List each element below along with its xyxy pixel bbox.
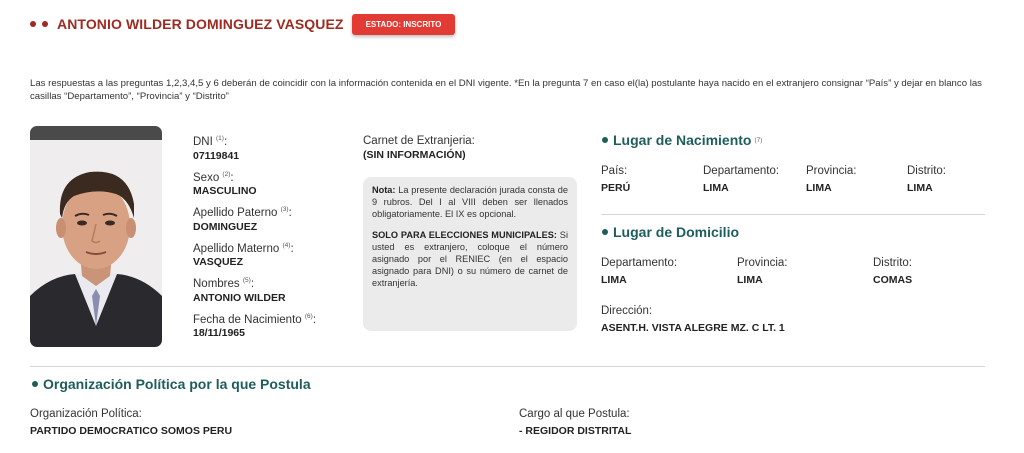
nacimiento-pais xyxy=(601,165,701,194)
nacimiento-distrito xyxy=(907,165,997,194)
domicilio-title: Lugar de Domicilio xyxy=(613,224,740,240)
field-apellido-paterno: Apellido Paterno $^{(3)}$: DOMINGUEZ xyxy=(193,206,343,242)
org-value: PARTIDO DEMOCRATICO SOMOS PERU xyxy=(30,425,233,437)
provincia-label: Provincia: xyxy=(806,165,857,177)
pais-label: País: xyxy=(601,165,628,177)
departamento-label: Departamento: xyxy=(703,165,780,177)
instructions-text: Las respuestas a las preguntas 1,2,3,4,5 y 6 deberán de coincidir con la información contenida en el DNI vigente. *En la pregunta 7 en caso el(la) postulante haya nacido en el extranjero consignar “País” y dejar en blanco las casillas “Departamento”, “Provincia” y “Distrito” xyxy=(30,78,982,102)
nombres-value: ANTONIO WILDER xyxy=(193,291,286,304)
domicilio-distrito-value: COMAS xyxy=(873,274,913,286)
bullet-icon xyxy=(602,137,608,143)
domicilio-provincia-value: LIMA xyxy=(737,274,763,286)
domicilio-direccion xyxy=(601,305,981,334)
divider xyxy=(601,214,985,215)
nacimiento-title: Lugar de Nacimiento xyxy=(613,132,752,148)
distrito-value: LIMA xyxy=(907,182,933,194)
nacimiento-provincia xyxy=(806,165,906,194)
domicilio-provincia xyxy=(737,257,867,286)
domicilio-departamento-label: Departamento: xyxy=(601,257,678,269)
domicilio-provincia-label: Provincia: xyxy=(737,257,788,269)
note-municipal-title: SOLO PARA ELECCIONES MUNICIPALES: xyxy=(372,230,557,241)
carnet-info xyxy=(363,135,578,161)
candidate-name: ANTONIO WILDER DOMINGUEZ VASQUEZ xyxy=(57,16,344,32)
fecha-nacimiento-value: 18/11/1965 xyxy=(193,327,245,340)
organizacion-title: Organización Política por la que Postula xyxy=(43,376,311,392)
fecha-nacimiento-label: Fecha de Nacimiento xyxy=(193,313,302,326)
dni-value: 07119841 xyxy=(193,149,240,162)
personal-info xyxy=(193,135,343,348)
nacimiento-heading xyxy=(602,132,762,148)
cargo-label: Cargo al que Postula: xyxy=(519,408,630,420)
bullet-icon xyxy=(42,21,48,27)
candidate-photo xyxy=(30,126,162,347)
domicilio-departamento xyxy=(601,257,731,286)
bullet-icon xyxy=(602,229,608,235)
note-box xyxy=(363,177,577,331)
carnet-label: Carnet de Extranjeria: xyxy=(363,135,475,147)
sexo-label: Sexo xyxy=(193,171,220,184)
pais-value: PERÚ xyxy=(601,182,631,194)
field-nombres: Nombres $^{(5)}$: ANTONIO WILDER xyxy=(193,277,343,313)
field-sexo: Sexo $^{(2)}$: MASCULINO xyxy=(193,171,343,207)
sexo-value: MASCULINO xyxy=(193,185,257,198)
nacimiento-num: (7) xyxy=(754,136,763,144)
organizacion-heading xyxy=(32,376,311,392)
domicilio-heading xyxy=(602,224,739,240)
cargo-postula xyxy=(519,408,969,437)
direccion-label: Dirección: xyxy=(601,305,653,317)
apellido-paterno-label: Apellido Paterno xyxy=(193,206,278,219)
candidate-header xyxy=(30,12,455,36)
cargo-value: - REGIDOR DISTRITAL xyxy=(519,425,632,437)
field-dni: DNI $^{(1)}$: 07119841 xyxy=(193,135,343,171)
domicilio-distrito xyxy=(873,257,983,286)
apellido-materno-label: Apellido Materno xyxy=(193,242,280,255)
note-municipal-text: Si usted es extranjero, coloque el número asignado por el RENIEC (en el espacio asignado para DNI) o su número de carnet de extranjería. xyxy=(372,230,568,288)
org-label: Organización Política: xyxy=(30,408,142,420)
divider xyxy=(30,366,985,367)
apellido-materno-value: VASQUEZ xyxy=(193,256,243,269)
dni-label: DNI xyxy=(193,135,213,148)
departamento-value: LIMA xyxy=(703,182,729,194)
bullet-icon xyxy=(32,381,38,387)
provincia-value: LIMA xyxy=(806,182,832,194)
domicilio-departamento-value: LIMA xyxy=(601,274,627,286)
field-fecha-nacimiento: Fecha de Nacimiento $^{(6)}$: 18/11/1965 xyxy=(193,313,343,349)
status-badge: ESTADO: INSCRITO xyxy=(352,14,456,35)
carnet-value: (SIN INFORMACIÓN) xyxy=(363,149,466,161)
note-text: La presente declaración jurada consta de 9 rubros. Del I al VIII deben ser llenados obligatoriamente. El IX es opcional. xyxy=(372,185,568,219)
note-title: Nota: xyxy=(372,185,396,195)
nombres-label: Nombres xyxy=(193,277,240,290)
distrito-label: Distrito: xyxy=(907,165,946,177)
apellido-paterno-value: DOMINGUEZ xyxy=(193,220,258,233)
direccion-value: ASENT.H. VISTA ALEGRE MZ. C LT. 1 xyxy=(601,322,785,334)
bullet-icon xyxy=(30,21,36,27)
nacimiento-departamento xyxy=(703,165,803,194)
domicilio-distrito-label: Distrito: xyxy=(873,257,912,269)
field-apellido-materno: Apellido Materno $^{(4)}$: VASQUEZ xyxy=(193,242,343,278)
organizacion-politica xyxy=(30,408,480,437)
